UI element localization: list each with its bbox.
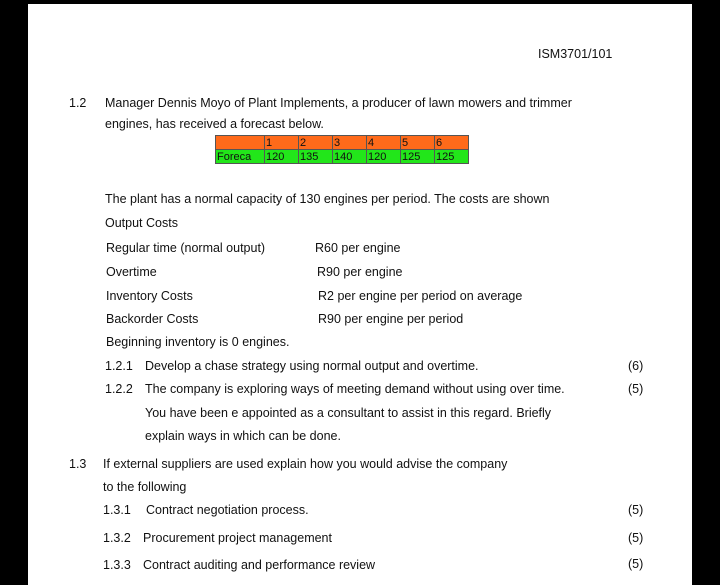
- question-1-3-3-number: 1.3.3: [103, 558, 131, 572]
- cost-value-inventory: R2 per engine per period on average: [318, 289, 523, 303]
- forecast-value-row: [216, 150, 469, 164]
- cost-value-backorder: R90 per engine per period: [318, 312, 464, 326]
- table-cell: 2: [299, 136, 333, 150]
- question-1-2-1-marks: (6): [628, 359, 644, 373]
- beginning-inventory: Beginning inventory is 0 engines.: [106, 335, 290, 349]
- question-1-2-number: 1.2: [69, 96, 87, 110]
- table-cell: 120: [367, 150, 401, 164]
- cost-value-regular: R60 per engine: [315, 241, 401, 255]
- question-1-2-1-number: 1.2.1: [105, 359, 133, 373]
- question-1-2-intro-line2: engines, has received a forecast below.: [105, 117, 324, 131]
- table-cell: 125: [435, 150, 469, 164]
- question-1-3-1-number: 1.3.1: [103, 503, 131, 517]
- forecast-table: [215, 135, 469, 164]
- table-cell: [216, 136, 265, 150]
- forecast-header-row: [216, 136, 469, 150]
- table-cell: 140: [333, 150, 367, 164]
- question-1-3-number: 1.3: [69, 457, 87, 471]
- cost-label-regular: Regular time (normal output): [106, 241, 266, 255]
- question-1-2-1-text: Develop a chase strategy using normal output and overtime.: [145, 359, 479, 373]
- question-1-2-intro-line1: Manager Dennis Moyo of Plant Implements, a producer of lawn mowers and trimmer: [105, 96, 572, 110]
- cost-label-inventory: Inventory Costs: [106, 289, 193, 303]
- table-cell: 4: [367, 136, 401, 150]
- table-cell: 135: [299, 150, 333, 164]
- question-1-3-2-number: 1.3.2: [103, 531, 131, 545]
- question-1-3-1-text: Contract negotiation process.: [146, 503, 309, 517]
- question-1-2-2-line1: The company is exploring ways of meeting demand without using over time.: [145, 382, 565, 396]
- cost-label-overtime: Overtime: [106, 265, 157, 279]
- question-1-3-2-text: Procurement project management: [143, 531, 332, 545]
- cost-value-overtime: R90 per engine: [317, 265, 403, 279]
- question-1-2-2-number: 1.2.2: [105, 382, 133, 396]
- question-1-3-2-marks: (5): [628, 531, 644, 545]
- question-1-2-2-line3: explain ways in which can be done.: [145, 429, 341, 443]
- question-1-2-2-line2: You have been e appointed as a consultant to assist in this regard. Briefly: [145, 406, 552, 420]
- table-cell: Foreca: [216, 150, 265, 164]
- course-code: ISM3701/101: [538, 47, 613, 61]
- table-cell: 125: [401, 150, 435, 164]
- question-1-3-line2: to the following: [103, 480, 187, 494]
- output-costs-label: Output Costs: [105, 216, 178, 230]
- question-1-3-3-marks: (5): [628, 557, 644, 571]
- table-cell: 120: [265, 150, 299, 164]
- table-cell: 6: [435, 136, 469, 150]
- question-1-3-1-marks: (5): [628, 503, 644, 517]
- table-cell: 5: [401, 136, 435, 150]
- question-1-3-line1: If external suppliers are used explain how you would advise the company: [103, 457, 508, 471]
- question-1-3-3-text: Contract auditing and performance review: [143, 558, 376, 572]
- table-cell: 3: [333, 136, 367, 150]
- question-1-2-2-marks: (5): [628, 382, 644, 396]
- document-page: [28, 4, 692, 585]
- cost-label-backorder: Backorder Costs: [106, 312, 199, 326]
- capacity-text: The plant has a normal capacity of 130 engines per period. The costs are shown: [105, 192, 550, 206]
- table-cell: 1: [265, 136, 299, 150]
